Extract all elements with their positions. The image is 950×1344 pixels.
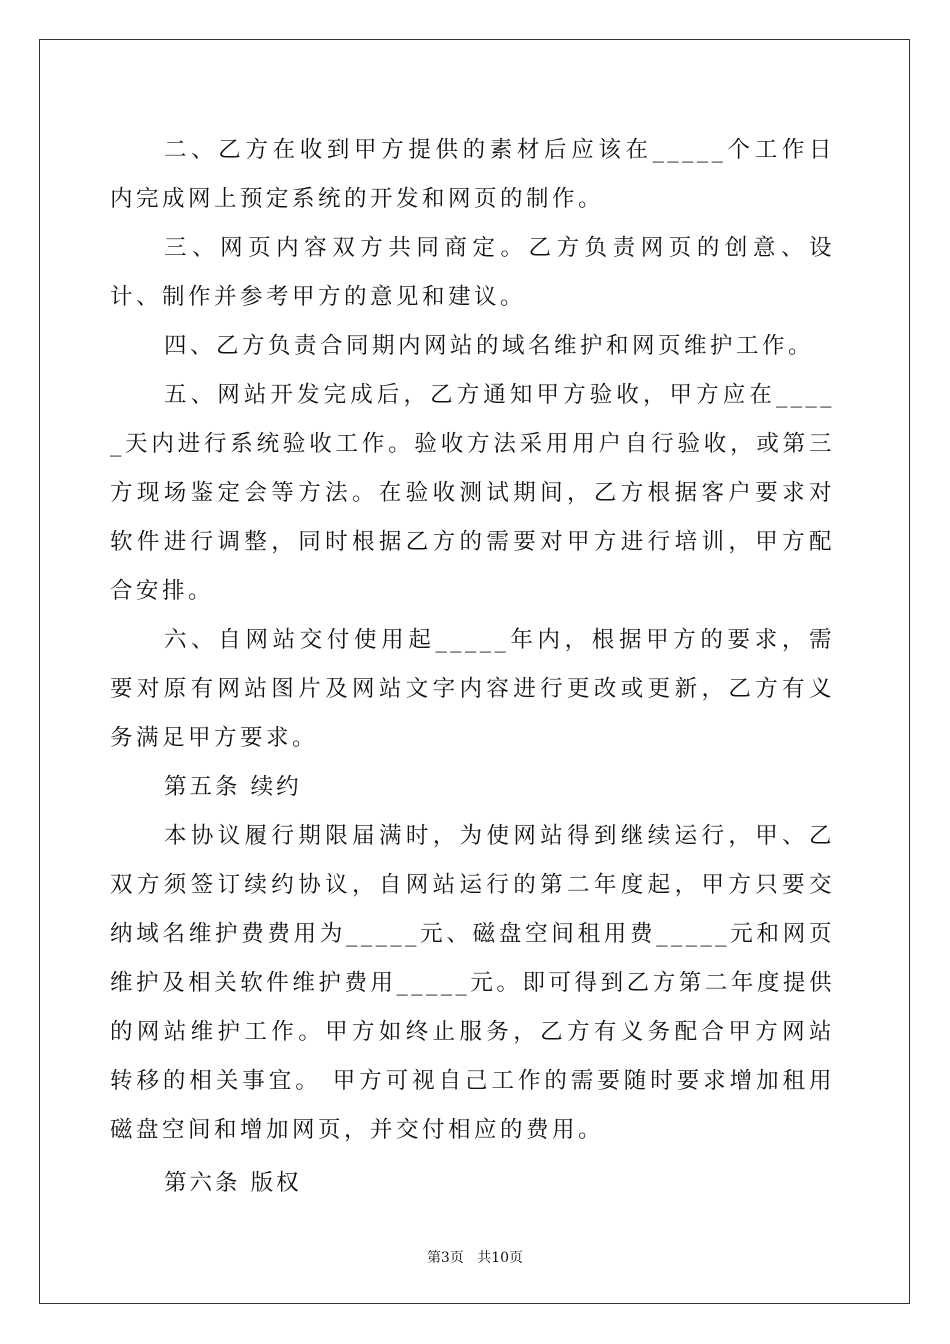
document-body (110, 126, 835, 1208)
article-6-heading: 第六条 版权 (164, 1170, 302, 1196)
article-5-heading: 第五条 续约 (164, 774, 302, 800)
clause-2: 二、乙方在收到甲方提供的素材后应该在_____个工作日内完成网上预定系统的开发和网页的制作。 (110, 137, 835, 212)
clause-3: 三、网页内容双方共同商定。乙方负责网页的创意、设计、制作并参考甲方的意见和建议。 (110, 235, 835, 310)
clause-5: 五、网站开发完成后，乙方通知甲方验收，甲方应在_____天内进行系统验收工作。验收方法采用用户自行验收，或第三方现场鉴定会等方法。在验收测试期间，乙方根据客户要求对软件进行调整，同时根据乙方的需要对甲方进行培训，甲方配合安排。 (110, 382, 835, 604)
page-footer (0, 1247, 950, 1267)
page-total: 共10页 (477, 1250, 524, 1266)
page-number: 第3页 (426, 1250, 464, 1266)
article-5-body: 本协议履行期限届满时，为使网站得到继续运行，甲、乙双方须签订续约协议，自网站运行的第二年度起，甲方只要交纳域名维护费费用为_____元、磁盘空间租用费_____元和网页维护及相关软件维护费用_____元。即可得到乙方第二年度提供的网站维护工作。甲方如终止服务，乙方有义务配合甲方网站转移的相关事宜。 甲方可视自己工作的需要随时要求增加租用磁盘空间和增加网页，并交付相应的费用。 (110, 823, 835, 1143)
clause-6: 六、自网站交付使用起_____年内，根据甲方的要求，需要对原有网站图片及网站文字内容进行更改或更新，乙方有义务满足甲方要求。 (110, 627, 835, 751)
clause-4: 四、乙方负责合同期内网站的域名维护和网页维护工作。 (164, 333, 815, 359)
